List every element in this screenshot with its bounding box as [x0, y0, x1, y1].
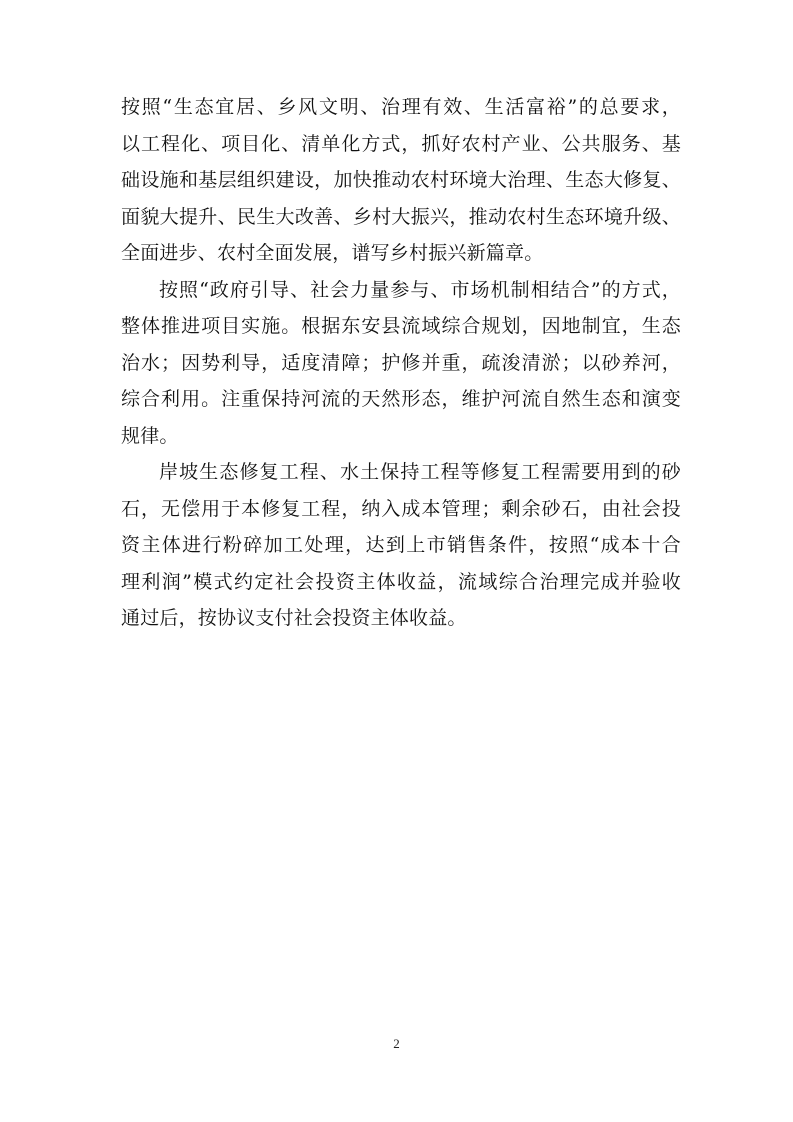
page-number: 2	[393, 1036, 400, 1051]
paragraph-line: 综合利用。注重保持河流的天然形态，维护河流自然生态和演变	[121, 388, 681, 410]
paragraph-line: 全面进步、农村全面发展，谱写乡村振兴新篇章。	[121, 242, 544, 264]
paragraph-line: 理利润”模式约定社会投资主体收益，流域综合治理完成并验收	[121, 570, 681, 593]
paragraph-2	[121, 272, 681, 455]
paragraph-line: 石，无偿用于本修复工程，纳入成本管理；剩余砂石，由社会投	[121, 497, 681, 520]
paragraph-line: 规律。	[121, 424, 179, 447]
paragraph-line: 资主体进行粉碎加工处理，达到上市销售条件，按照“成本十合	[121, 534, 681, 556]
paragraph-line: 岸坡生态修复工程、水土保持工程等修复工程需要用到的砂	[159, 461, 681, 483]
paragraph-line: 面貌大提升、民生大改善、乡村大振兴，推动农村生态环境升级、	[121, 205, 681, 228]
paragraph-3	[121, 454, 681, 637]
paragraph-line: 按照“生态宜居、乡风文明、治理有效、生活富裕”的总要求，	[121, 96, 681, 118]
paragraph-line: 按照“政府引导、社会力量参与、市场机制相结合”的方式，	[159, 278, 681, 301]
document-body	[121, 89, 681, 637]
paragraph-line: 通过后，按协议支付社会投资主体收益。	[121, 607, 467, 629]
paragraph-line: 治水；因势利导，适度清障；护修并重，疏浚清淤；以砂养河，	[121, 351, 681, 374]
paragraph-line: 以工程化、项目化、清单化方式，抓好农村产业、公共服务、基	[121, 132, 681, 155]
paragraph-1	[121, 89, 681, 272]
paragraph-line: 础设施和基层组织建设，加快推动农村环境大治理、生态大修复、	[121, 169, 681, 191]
paragraph-line: 整体推进项目实施。根据东安县流域综合规划，因地制宜，生态	[121, 315, 681, 337]
